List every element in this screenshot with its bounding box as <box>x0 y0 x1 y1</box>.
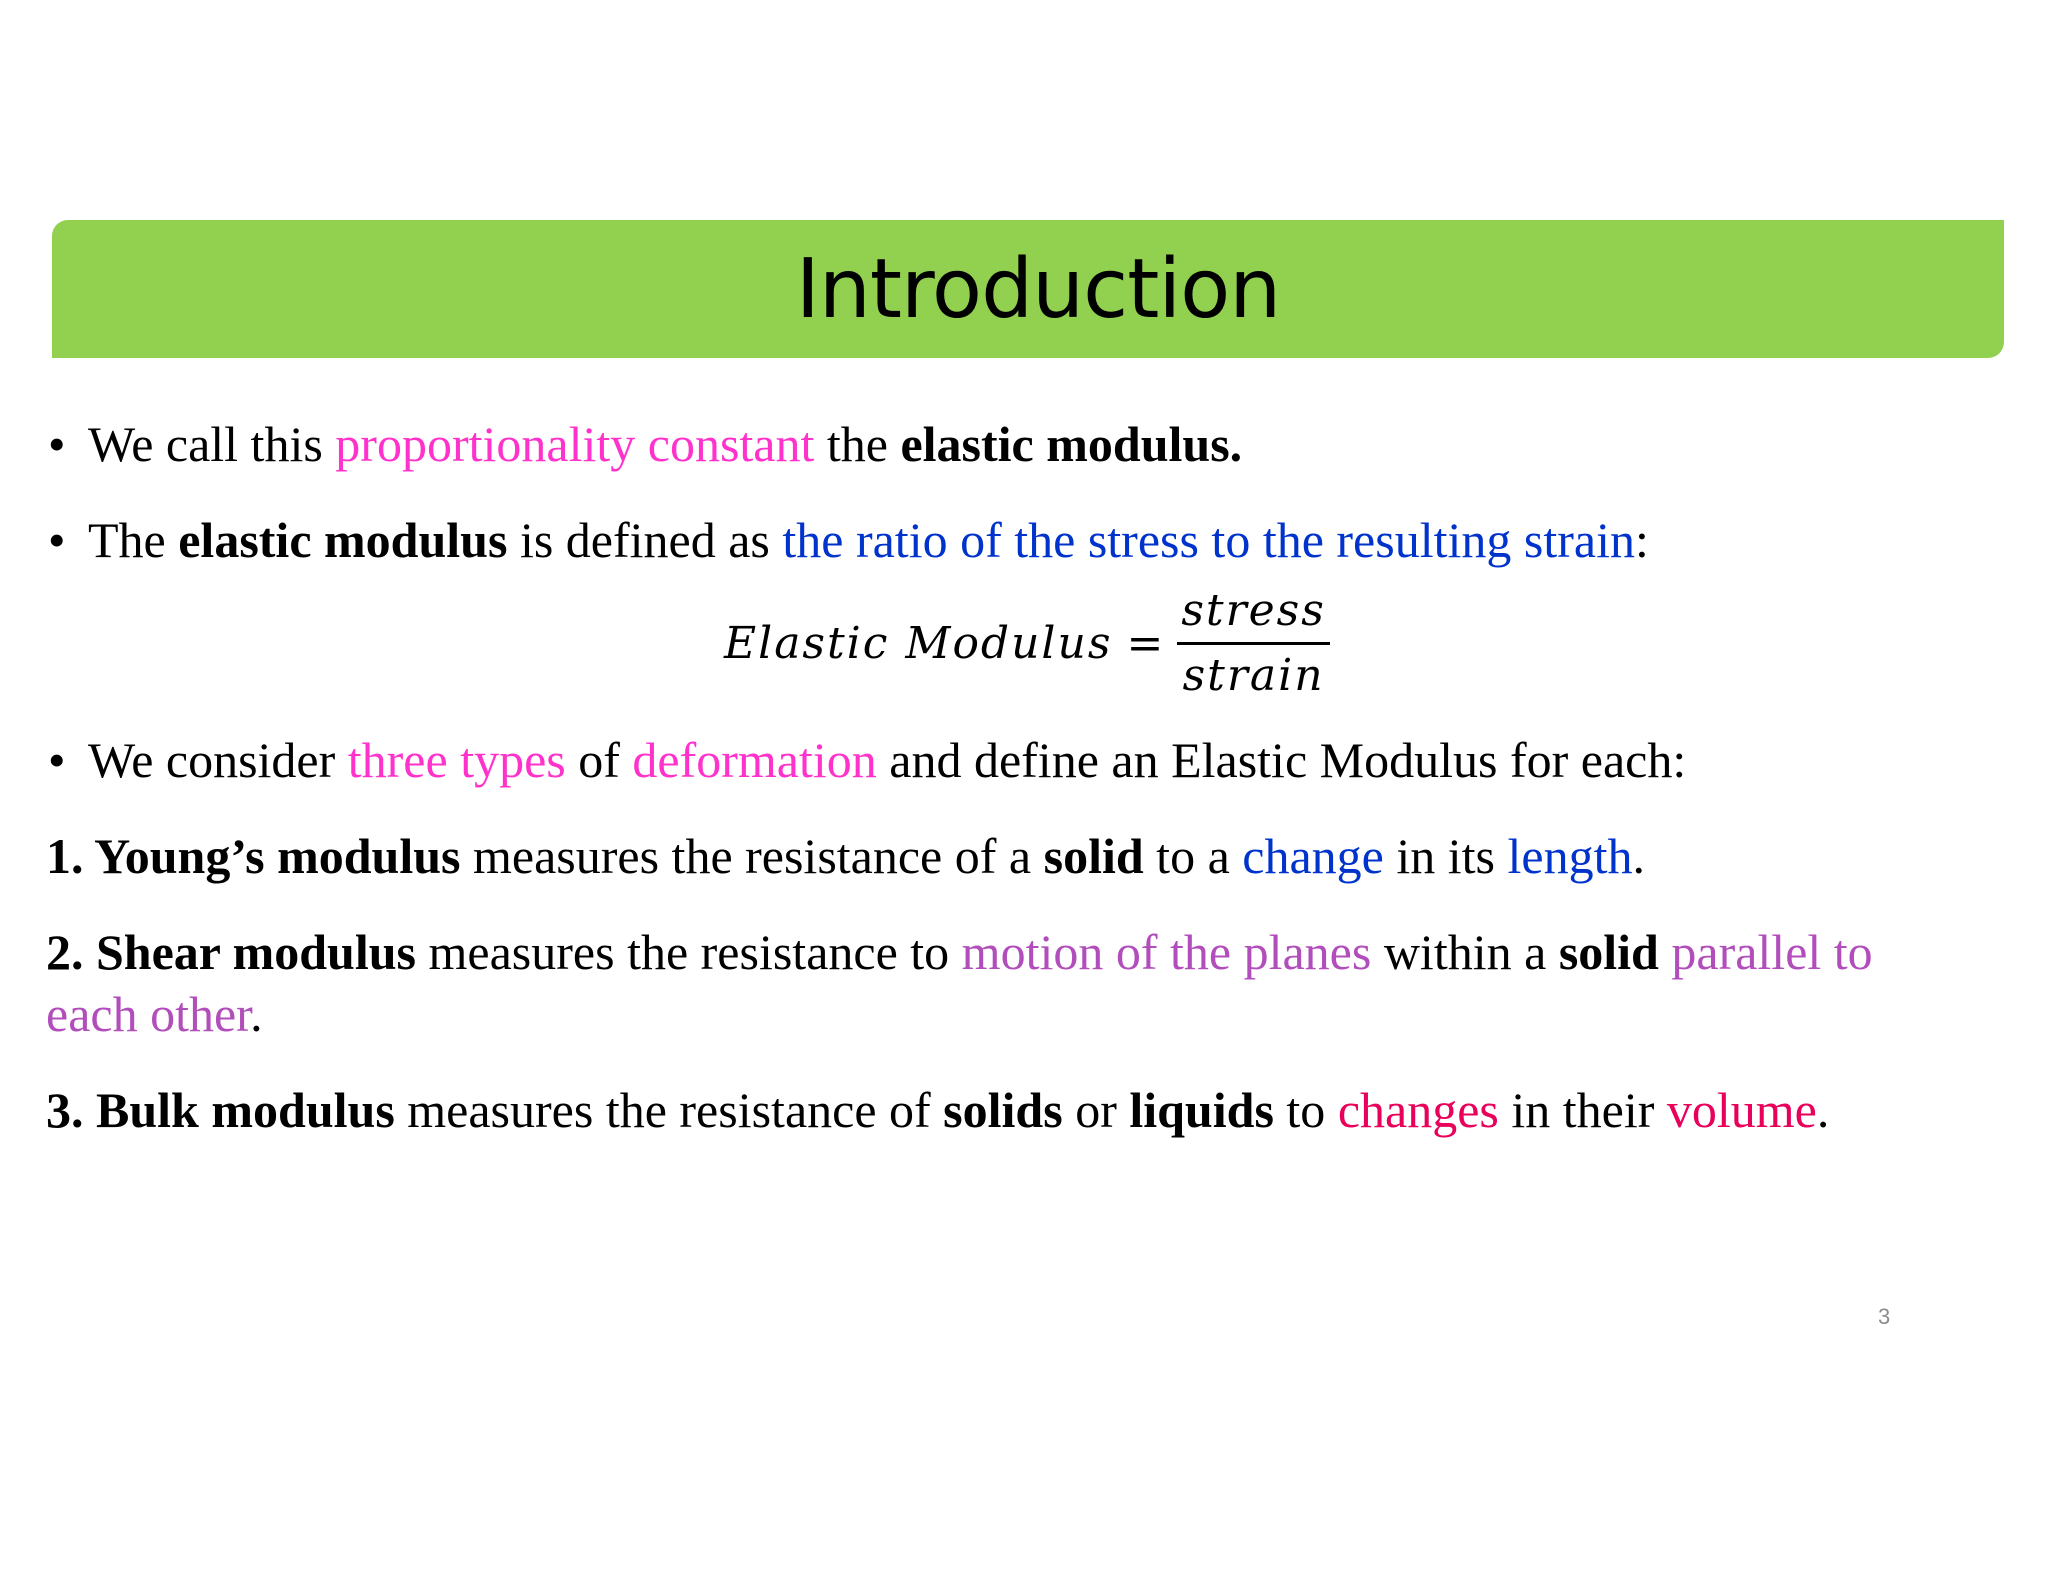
text: the <box>814 416 901 472</box>
bullet-proportionality <box>48 414 1243 474</box>
term-elastic-modulus: elastic modulus. <box>900 416 1243 472</box>
item-shear-modulus <box>46 922 1873 982</box>
slide-title: Introduction <box>795 241 1281 337</box>
title-banner <box>52 220 2004 358</box>
text: or <box>1062 1082 1130 1138</box>
item-bulk-modulus <box>46 1080 1829 1140</box>
text: and define an Elastic Modulus for each: <box>876 732 1687 788</box>
formula-denominator: strain <box>1182 649 1325 701</box>
highlight-each-other: each other <box>46 986 251 1042</box>
text: . <box>250 986 263 1042</box>
text: : <box>1634 512 1649 568</box>
highlight-changes: changes <box>1337 1082 1499 1138</box>
item-youngs-modulus <box>46 826 1645 886</box>
term-liquids: liquids <box>1129 1082 1274 1138</box>
highlight-change: change <box>1242 828 1384 884</box>
text: measures the resistance to <box>416 924 962 980</box>
text: is defined as <box>507 512 783 568</box>
text: measures the resistance of <box>394 1082 944 1138</box>
term-solid: solid <box>1043 828 1144 884</box>
bullet-icon: • <box>48 416 66 472</box>
formula-equals: = <box>1126 617 1164 669</box>
text: . <box>1816 1082 1830 1138</box>
formula-lhs: Elastic Modulus <box>724 617 1113 669</box>
text: of <box>565 732 633 788</box>
text: The <box>88 512 179 568</box>
bullet-deformation-types <box>48 730 1687 790</box>
bullet-icon: • <box>48 512 66 568</box>
highlight-length: length <box>1507 828 1633 884</box>
text: We consider <box>88 732 348 788</box>
highlight-motion-of-planes: motion of the planes <box>961 924 1372 980</box>
term-bulk-modulus: 3. Bulk modulus <box>46 1082 395 1138</box>
highlight-three-types: three types <box>347 732 566 788</box>
highlight-proportionality-constant: proportionality constant <box>335 416 815 472</box>
term-solid: solid <box>1558 924 1659 980</box>
text: to a <box>1143 828 1243 884</box>
item-shear-modulus-continued <box>46 984 263 1044</box>
term-shear-modulus: 2. Shear modulus <box>46 924 417 980</box>
text: . <box>1632 828 1645 884</box>
text: within a <box>1371 924 1559 980</box>
term-solids: solids <box>943 1082 1063 1138</box>
text: measures the resistance of a <box>460 828 1044 884</box>
term-youngs-modulus: 1. Young’s modulus <box>46 828 461 884</box>
highlight-ratio-definition: the ratio of the stress to the resulting strain <box>782 512 1635 568</box>
elastic-modulus-formula <box>724 578 1330 708</box>
text: to <box>1273 1082 1338 1138</box>
highlight-volume: volume <box>1666 1082 1817 1138</box>
formula-fraction <box>1177 580 1330 707</box>
text: in its <box>1383 828 1508 884</box>
text: We call this <box>88 416 336 472</box>
bullet-icon: • <box>48 732 66 788</box>
formula-numerator: stress <box>1181 584 1326 636</box>
text <box>1659 924 1672 980</box>
highlight-deformation: deformation <box>632 732 877 788</box>
text: in their <box>1498 1082 1667 1138</box>
highlight-parallel-to: parallel to <box>1671 924 1873 980</box>
page-number: 3 <box>1878 1304 1891 1329</box>
term-elastic-modulus: elastic modulus <box>178 512 508 568</box>
bullet-definition <box>48 510 1649 570</box>
